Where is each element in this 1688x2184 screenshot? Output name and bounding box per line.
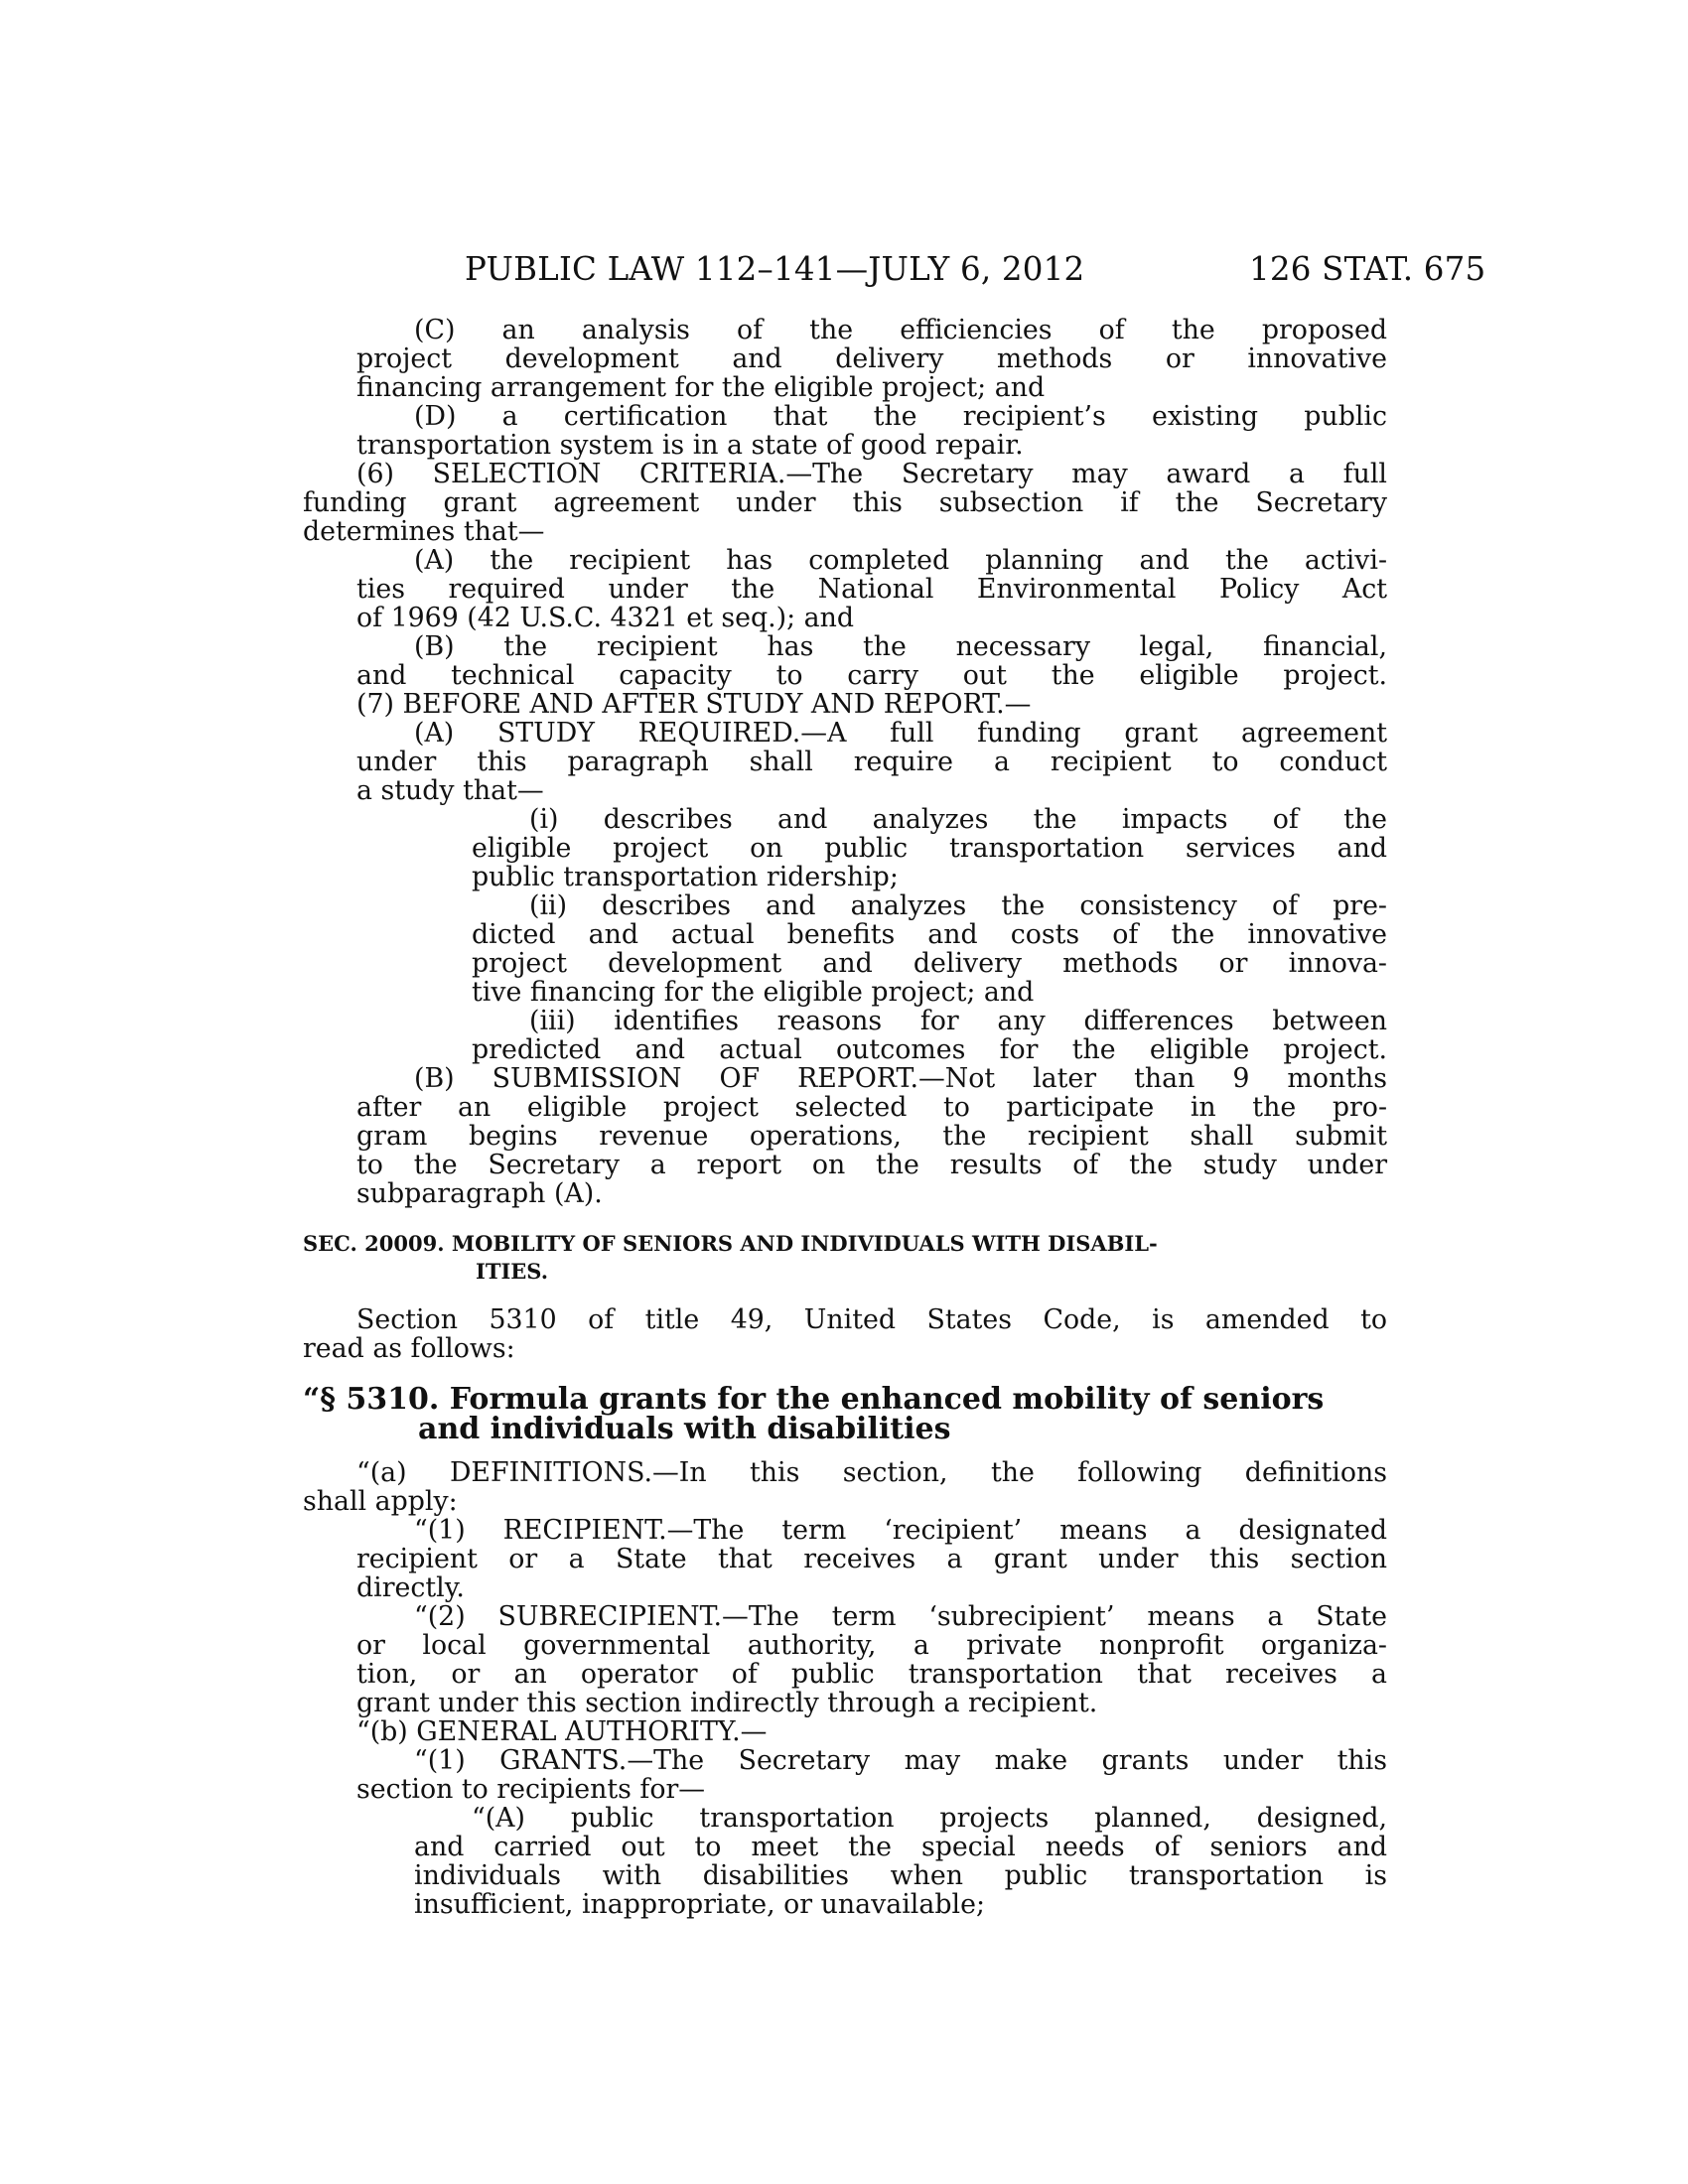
text-line: (6) SELECTION CRITERIA.—The Secretary may award a full [356, 459, 1387, 489]
section-heading: SEC. 20009. MOBILITY OF SENIORS AND INDIVIDUALS WITH DISABIL- [303, 1231, 1158, 1256]
text-line: “(1) RECIPIENT.—The term ‘recipient’ means a designated [414, 1515, 1387, 1546]
text-line: (7) BEFORE AND AFTER STUDY AND REPORT.— [356, 689, 1032, 720]
text-line: of 1969 (42 U.S.C. 4321 et seq.); and [356, 603, 855, 633]
text-line: project development and delivery methods or innovative [356, 343, 1387, 374]
text-line: individuals with disabilities when public transportation is [414, 1860, 1387, 1891]
text-line: read as follows: [303, 1333, 515, 1364]
text-line: ties required under the National Environmental Policy Act [356, 574, 1387, 605]
text-line: “(a) DEFINITIONS.—In this section, the following definitions [356, 1457, 1387, 1488]
text-line: (C) an analysis of the efficiencies of the proposed [414, 315, 1387, 345]
text-line: project development and delivery methods or innova- [472, 948, 1387, 979]
text-line: transportation system is in a state of good repair. [356, 430, 1024, 461]
text-line: or local governmental authority, a private nonprofit organiza- [356, 1630, 1387, 1661]
subsection-heading-continued: and individuals with disabilities [418, 1412, 951, 1446]
body-text [303, 316, 1387, 1919]
text-line: (B) the recipient has the necessary legal, financial, [414, 631, 1387, 662]
text-line: (i) describes and analyzes the impacts of the [529, 804, 1387, 835]
page-citation: 126 STAT. 675 [1249, 250, 1486, 288]
text-line: tion, or an operator of public transportation that receives a [356, 1659, 1387, 1690]
text-line: eligible project on public transportation services and [472, 833, 1387, 864]
text-line: subparagraph (A). [356, 1178, 603, 1209]
text-line: tive financing for the eligible project; and [472, 977, 1035, 1008]
text-line: directly. [356, 1572, 465, 1603]
text-line: (A) the recipient has completed planning and the activi- [414, 545, 1387, 576]
text-line: (ii) describes and analyzes the consistency of pre- [529, 890, 1387, 921]
text-line: dicted and actual benefits and costs of the innovative [472, 919, 1387, 950]
text-line: and carried out to meet the special needs of seniors and [414, 1832, 1387, 1862]
text-line: recipient or a State that receives a grant under this section [356, 1544, 1387, 1574]
text-line: funding grant agreement under this subsection if the Secretary [303, 487, 1387, 518]
text-line: “(1) GRANTS.—The Secretary may make grants under this [414, 1745, 1387, 1776]
text-line: financing arrangement for the eligible project; and [356, 372, 1046, 403]
text-line: predicted and actual outcomes for the eligible project. [472, 1034, 1387, 1065]
text-line: section to recipients for— [356, 1774, 706, 1805]
text-line: Section 5310 of title 49, United States Code, is amended to [356, 1304, 1387, 1335]
text-line: (D) a certification that the recipient’s existing public [414, 401, 1387, 432]
text-line: gram begins revenue operations, the recipient shall submit [356, 1121, 1387, 1152]
text-line: and technical capacity to carry out the eligible project. [356, 660, 1387, 691]
text-line: a study that— [356, 775, 544, 806]
subsection-heading: “§ 5310. Formula grants for the enhanced mobility of seniors [303, 1382, 1325, 1417]
text-line: grant under this section indirectly through a recipient. [356, 1688, 1098, 1718]
running-header: PUBLIC LAW 112–141—JULY 6, 2012 [465, 250, 1085, 288]
text-line: shall apply: [303, 1486, 458, 1517]
text-line: “(2) SUBRECIPIENT.—The term ‘subrecipient’ means a State [414, 1601, 1387, 1632]
text-line: to the Secretary a report on the results of the study under [356, 1150, 1387, 1180]
text-line: (iii) identifies reasons for any differences between [529, 1006, 1387, 1036]
text-line: after an eligible project selected to participate in the pro- [356, 1092, 1387, 1123]
section-heading-continued: ITIES. [476, 1259, 549, 1284]
text-line: insufficient, inappropriate, or unavailable; [414, 1889, 985, 1920]
text-line: public transportation ridership; [472, 862, 899, 892]
text-line: (B) SUBMISSION OF REPORT.—Not later than 9 months [414, 1063, 1387, 1094]
text-line: determines that— [303, 516, 545, 547]
text-line: “(b) GENERAL AUTHORITY.— [356, 1716, 768, 1747]
text-line: “(A) public transportation projects planned, designed, [472, 1803, 1387, 1834]
text-line: under this paragraph shall require a recipient to conduct [356, 747, 1387, 777]
text-line: (A) STUDY REQUIRED.—A full funding grant agreement [414, 718, 1387, 749]
